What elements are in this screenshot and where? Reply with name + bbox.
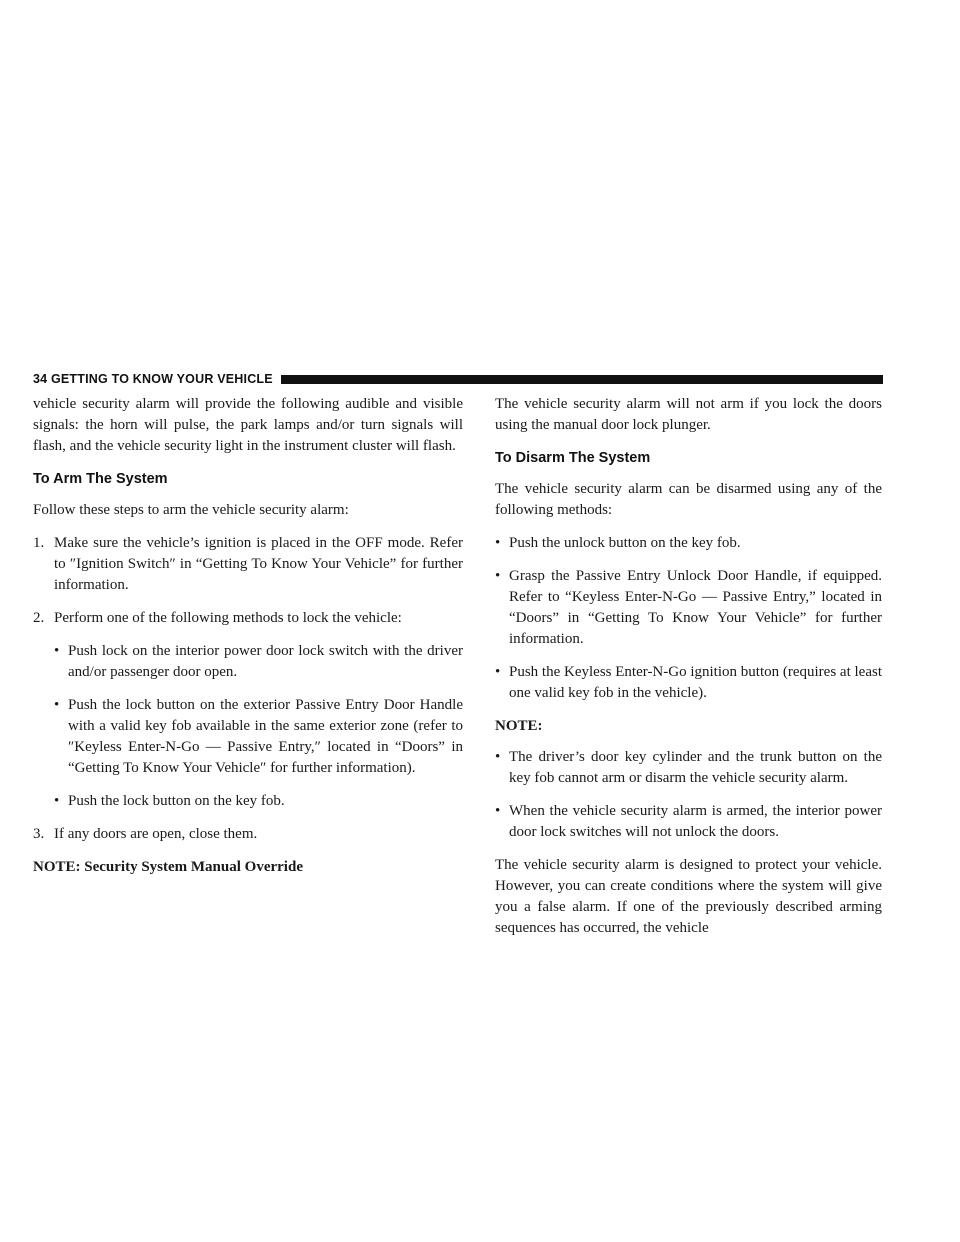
list-item-text: Grasp the Passive Entry Unlock Door Handle, if equipped. Refer to “Keyless Enter-N-Go — Passive Entry,” located in “Doors” in “Getting To Know Your Vehicle” for further information. [509, 568, 882, 647]
step-number: 2. [33, 610, 45, 626]
list-item [54, 695, 463, 779]
page-header [33, 370, 883, 388]
plunger-paragraph: The vehicle security alarm will not arm if you lock the doors using the manual door lock plunger. [495, 396, 882, 433]
note-label: NOTE: [495, 718, 543, 734]
bullet-icon: • [495, 568, 501, 584]
disarm-methods-list [495, 533, 882, 704]
bullet-icon: • [54, 643, 60, 659]
list-item [495, 533, 882, 554]
list-item [495, 801, 882, 843]
manual-override-note: NOTE: Security System Manual Override [33, 859, 303, 875]
list-item-text: Push the lock button on the exterior Passive Entry Door Handle with a valid key fob available in the same exterior zone (refer to ″Keyless Enter-N-Go — Passive Entry,″ located in “Doors” in “Getting To Know Your Vehicle″ for further information). [68, 697, 463, 776]
step-number: 3. [33, 826, 45, 842]
list-item-text: Push the lock button on the key fob. [68, 793, 285, 809]
step-1 [33, 533, 463, 596]
step-text: If any doors are open, close them. [54, 826, 258, 842]
right-column [495, 394, 882, 951]
list-item [495, 747, 882, 789]
page-number-label: 34 GETTING TO KNOW YOUR VEHICLE [33, 372, 273, 386]
header-rule [281, 375, 883, 384]
list-item [495, 566, 882, 650]
bullet-icon: • [495, 803, 501, 819]
list-item-text: The driver’s door key cylinder and the trunk button on the key fob cannot arm or disarm the vehicle security alarm. [509, 749, 882, 786]
lock-methods-list [54, 641, 463, 812]
bullet-icon: • [495, 749, 501, 765]
step-text: Perform one of the following methods to lock the vehicle: [54, 610, 402, 626]
closing-paragraph: The vehicle security alarm is designed to protect your vehicle. However, you can create conditions where the system will give you a false alarm. If one of the previously described arming sequences has occurred, the vehicle [495, 857, 882, 936]
bullet-icon: • [495, 535, 501, 551]
list-item-text: Push lock on the interior power door lock switch with the driver and/or passenger door open. [68, 643, 463, 680]
bullet-icon: • [54, 793, 60, 809]
list-item-text: Push the Keyless Enter-N-Go ignition button (requires at least one valid key fob in the vehicle). [509, 664, 882, 701]
list-item [495, 662, 882, 704]
list-item [54, 641, 463, 683]
notes-list [495, 747, 882, 843]
bullet-icon: • [495, 664, 501, 680]
disarm-lead: The vehicle security alarm can be disarmed using any of the following methods: [495, 481, 882, 518]
arm-lead: Follow these steps to arm the vehicle security alarm: [33, 502, 349, 518]
list-item-text: When the vehicle security alarm is armed, the interior power door lock switches will not unlock the doors. [509, 803, 882, 840]
arm-heading: To Arm The System [33, 471, 168, 487]
step-2 [33, 608, 463, 629]
bullet-icon: • [54, 697, 60, 713]
disarm-heading: To Disarm The System [495, 450, 651, 466]
step-number: 1. [33, 535, 45, 551]
intro-paragraph: vehicle security alarm will provide the following audible and visible signals: the horn will pulse, the park lamps and/or turn signals will flash, and the vehicle security light in the instrument cluster will flash. [33, 396, 463, 454]
list-item [54, 791, 463, 812]
left-column [33, 394, 463, 888]
step-3 [33, 824, 463, 845]
list-item-text: Push the unlock button on the key fob. [509, 535, 741, 551]
step-text: Make sure the vehicle’s ignition is placed in the OFF mode. Refer to ″Ignition Switch″ in “Getting To Know Your Vehicle” for further information. [54, 535, 463, 593]
